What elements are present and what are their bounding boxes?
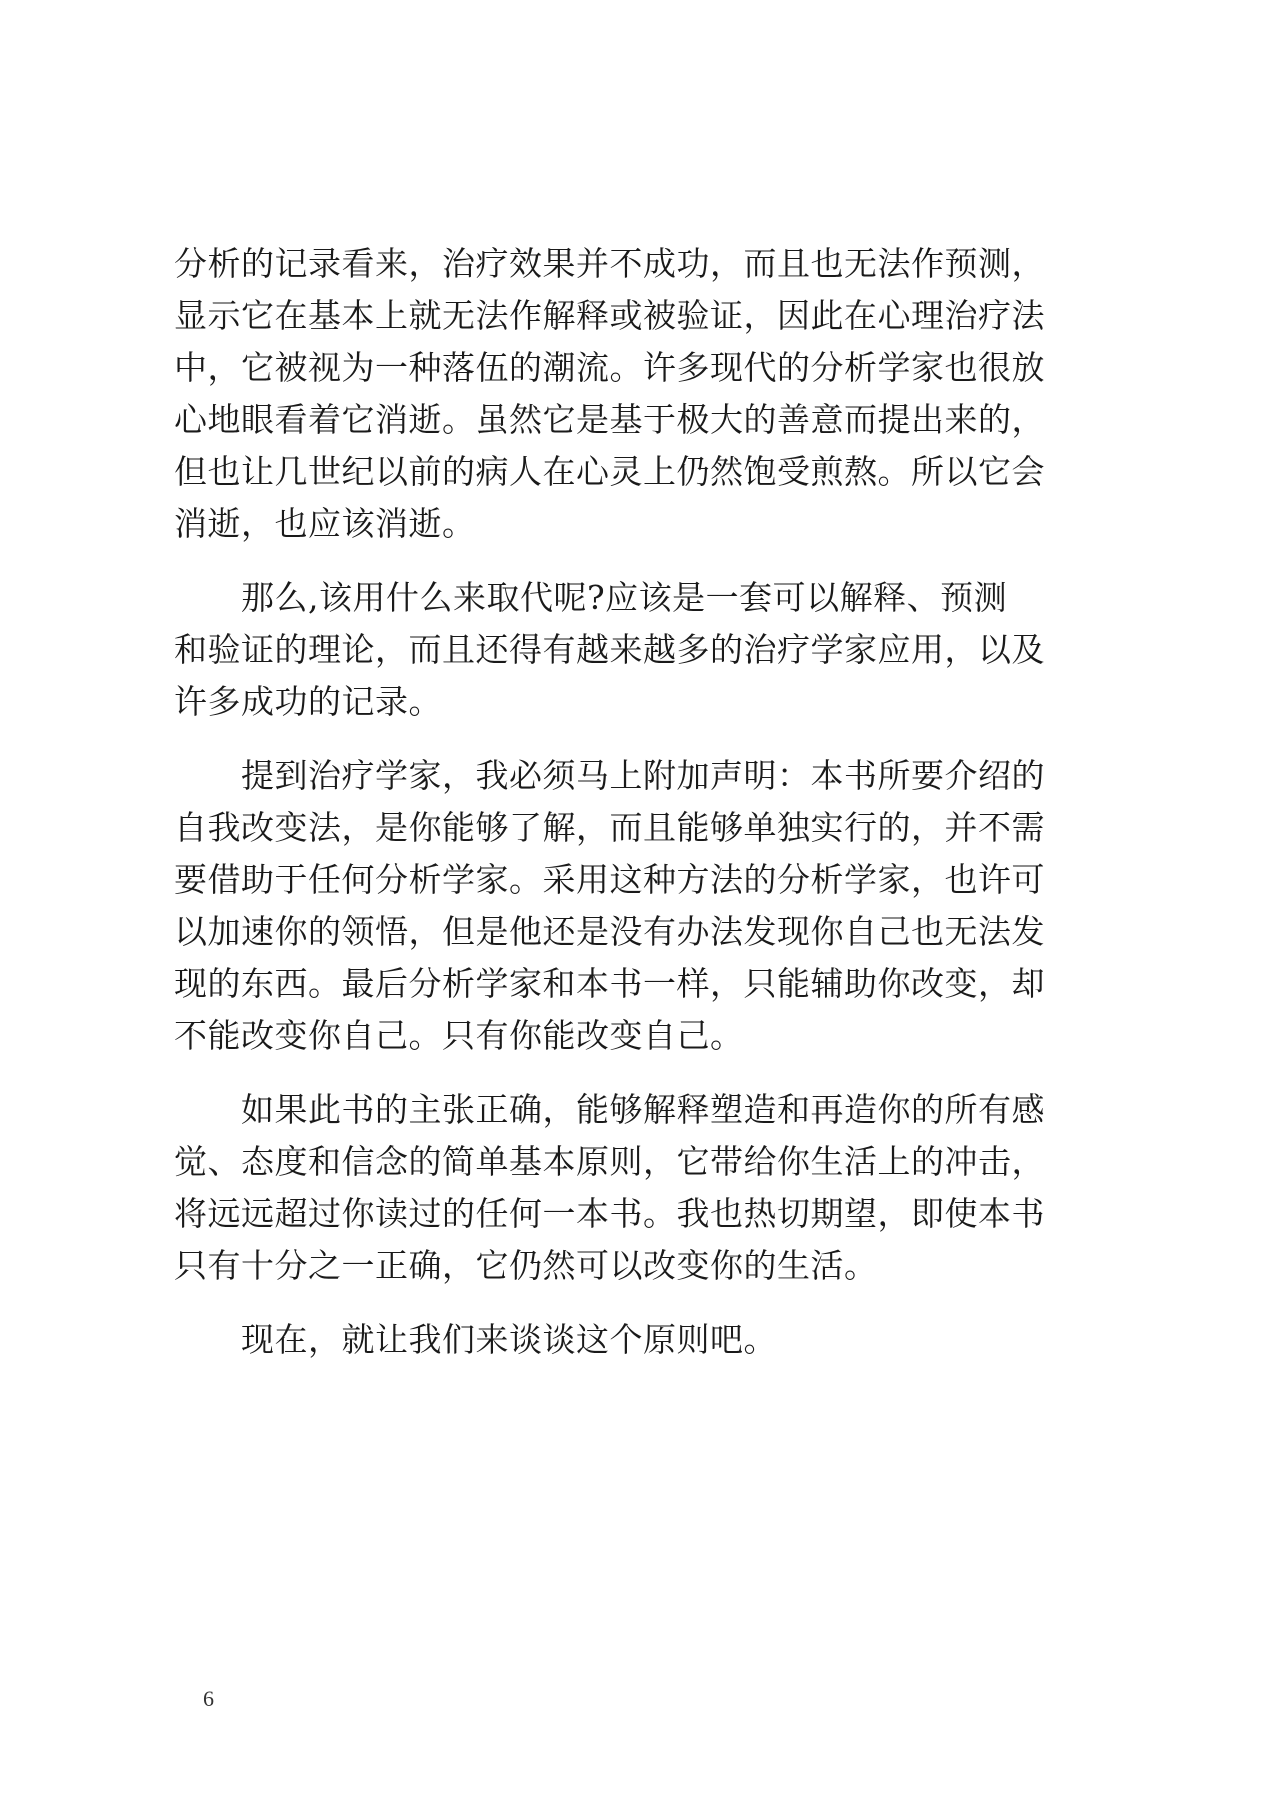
text-line: 显示它在基本上就无法作解释或被验证，因此在心理治疗法 xyxy=(174,296,1045,335)
text-line: 分析的记录看来，治疗效果并不成功，而且也无法作预测， xyxy=(174,244,1045,283)
paragraph-1 xyxy=(174,238,1054,550)
text-line: 如果此书的主张正确，能够解释塑造和再造你的所有感 xyxy=(174,1090,1045,1129)
text-line: 那么,该用什么来取代呢?应该是一套可以解释、预测 xyxy=(174,578,1008,617)
text-line: 提到治疗学家，我必须马上附加声明：本书所要介绍的 xyxy=(174,756,1045,795)
text-line: 许多成功的记录。 xyxy=(174,682,442,721)
text-line: 将远远超过你读过的任何一本书。我也热切期望，即使本书 xyxy=(174,1194,1045,1233)
paragraph-3 xyxy=(174,750,1054,1062)
paragraph-2 xyxy=(174,572,1054,728)
page-number: 6 xyxy=(203,1686,214,1711)
text-line: 只有十分之一正确，它仍然可以改变你的生活。 xyxy=(174,1246,878,1285)
text-line: 中，它被视为一种落伍的潮流。许多现代的分析学家也很放 xyxy=(174,348,1045,387)
text-line: 不能改变你自己。只有你能改变自己。 xyxy=(174,1016,744,1055)
text-line: 要借助于任何分析学家。采用这种方法的分析学家，也许可 xyxy=(174,860,1045,899)
text-line: 消逝，也应该消逝。 xyxy=(174,504,476,543)
paragraph-4 xyxy=(174,1084,1054,1292)
text-line: 以加速你的领悟，但是他还是没有办法发现你自己也无法发 xyxy=(174,912,1045,951)
body-text xyxy=(174,238,1054,1366)
text-line: 现的东西。最后分析学家和本书一样，只能辅助你改变，却 xyxy=(174,964,1045,1003)
text-line: 现在，就让我们来谈谈这个原则吧。 xyxy=(174,1320,777,1359)
text-line: 和验证的理论，而且还得有越来越多的治疗学家应用，以及 xyxy=(174,630,1045,669)
text-line: 觉、态度和信念的简单基本原则，它带给你生活上的冲击， xyxy=(174,1142,1045,1181)
text-line: 心地眼看着它消逝。虽然它是基于极大的善意而提出来的， xyxy=(174,400,1045,439)
text-line: 自我改变法，是你能够了解，而且能够单独实行的，并不需 xyxy=(174,808,1045,847)
text-line: 但也让几世纪以前的病人在心灵上仍然饱受煎熬。所以它会 xyxy=(174,452,1045,491)
paragraph-5 xyxy=(174,1314,1054,1366)
